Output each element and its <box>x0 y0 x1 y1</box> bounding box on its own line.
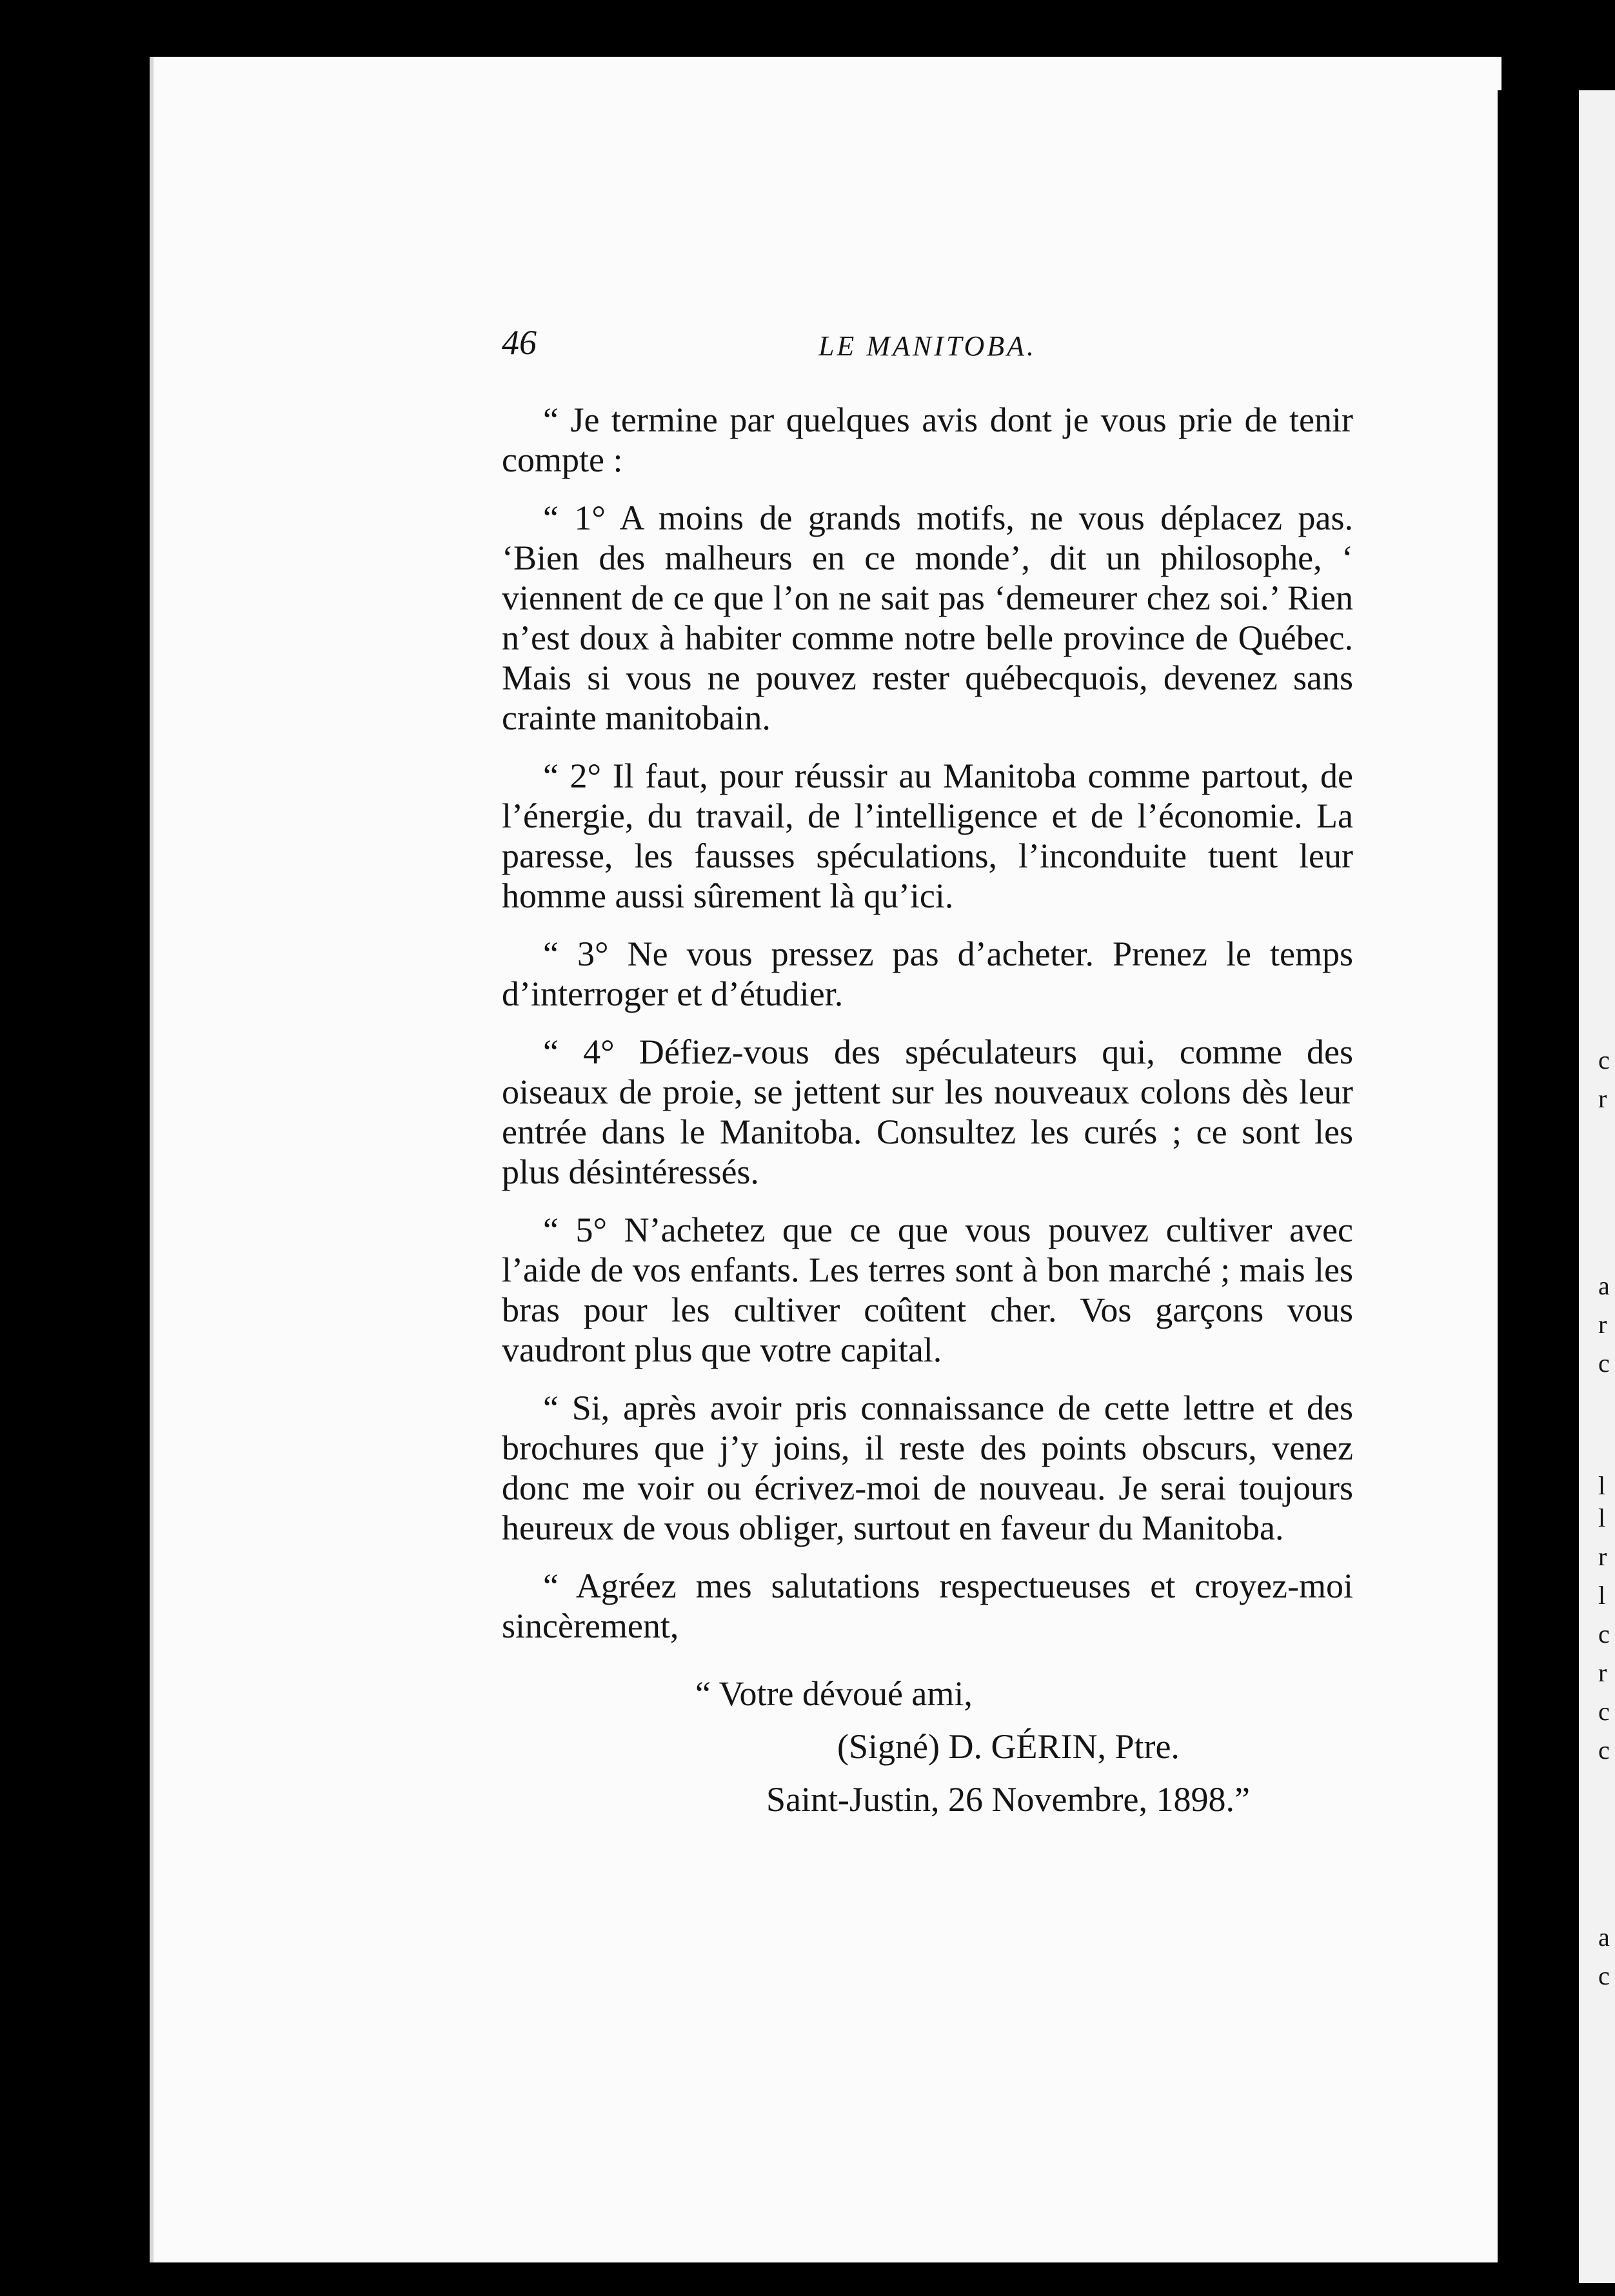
signature: (Signé) D. GÉRIN, Ptre. <box>837 1727 1180 1766</box>
facing-page-fragment: c <box>1598 1697 1610 1726</box>
page-text <box>502 322 1353 1820</box>
facing-page-fragment: c <box>1598 1961 1610 1990</box>
paragraph-advice-3: “ 3° Ne vous pressez pas d’acheter. Prenez le temps d’interroger et d’étudier. <box>502 935 1353 1013</box>
facing-page-fragment: l <box>1598 1503 1606 1532</box>
place-date: Saint-Justin, 26 Novembre, 1898.” <box>766 1780 1250 1819</box>
paragraph-advice-1: “ 1° A moins de grands motifs, ne vous déplacez pas. ‘Bien des malheurs en ce monde’, dit un philosophe, ‘ viennent de ce que l’on ne sait pas ‘demeurer chez soi.’ Rien n’est doux à habiter comme notre belle province de Québec. Mais si vous ne pouvez rester québecquois, devenez sans crainte manitobain. <box>502 499 1353 737</box>
running-title: LE MANITOBA. <box>818 330 1037 362</box>
facing-page-fragment: c <box>1598 1619 1610 1648</box>
facing-page-fragment: r <box>1598 1542 1607 1571</box>
facing-page-fragment: c <box>1598 1736 1610 1765</box>
paragraph-further-questions: “ Si, après avoir pris connaissance de cette lettre et des brochures que j’y joins, il reste des points obscurs, venez donc me voir ou écrivez-moi de nouveau. Je serai toujours heureux de vous obliger, surtout en faveur du Manitoba. <box>502 1389 1353 1547</box>
paragraph-advice-4: “ 4° Défiez-vous des spéculateurs qui, comme des oiseaux de proie, se jettent sur les nouveaux colons dès leur entrée dans le Manitoba. Consultez les curés ; ce sont les plus désintéressés. <box>502 1033 1353 1191</box>
running-head <box>502 322 1353 368</box>
facing-page-fragment: a <box>1598 1923 1610 1952</box>
facing-page-edge <box>1579 90 1615 2283</box>
paragraph-advice-5: “ 5° N’achetez que ce que vous pouvez cultiver avec l’aide de vos enfants. Les terres sont à bon marché ; mais les bras pour les cultiver coûtent cher. Vos garçons vous vaudront plus que votre capital. <box>502 1211 1353 1369</box>
paragraph-intro: “ Je termine par quelques avis dont je vous prie de tenir compte : <box>502 401 1353 479</box>
facing-page-fragment: l <box>1598 1471 1606 1500</box>
closing-salutation: “ Votre dévoué ami, <box>695 1674 973 1713</box>
paragraph-greeting: “ Agréez mes salutations respectueuses et croyez-moi sincèrement, <box>502 1567 1353 1645</box>
facing-page-fragment: r <box>1598 1658 1607 1687</box>
facing-page-fragment: c <box>1598 1349 1610 1378</box>
paragraph-advice-2: “ 2° Il faut, pour réussir au Manitoba comme partout, de l’énergie, du travail, de l’intelligence et de l’économie. La paresse, les fausses spéculations, l’inconduite tuent leur homme aussi sûrement là qu’ici. <box>502 757 1353 915</box>
facing-page-fragment: r <box>1598 1084 1607 1113</box>
facing-page-fragment: c <box>1598 1045 1610 1074</box>
facing-page-fragment: l <box>1598 1581 1606 1610</box>
facing-page-fragment: r <box>1598 1310 1607 1339</box>
facing-page-fragment: a <box>1598 1271 1610 1300</box>
page-number: 46 <box>502 323 537 362</box>
